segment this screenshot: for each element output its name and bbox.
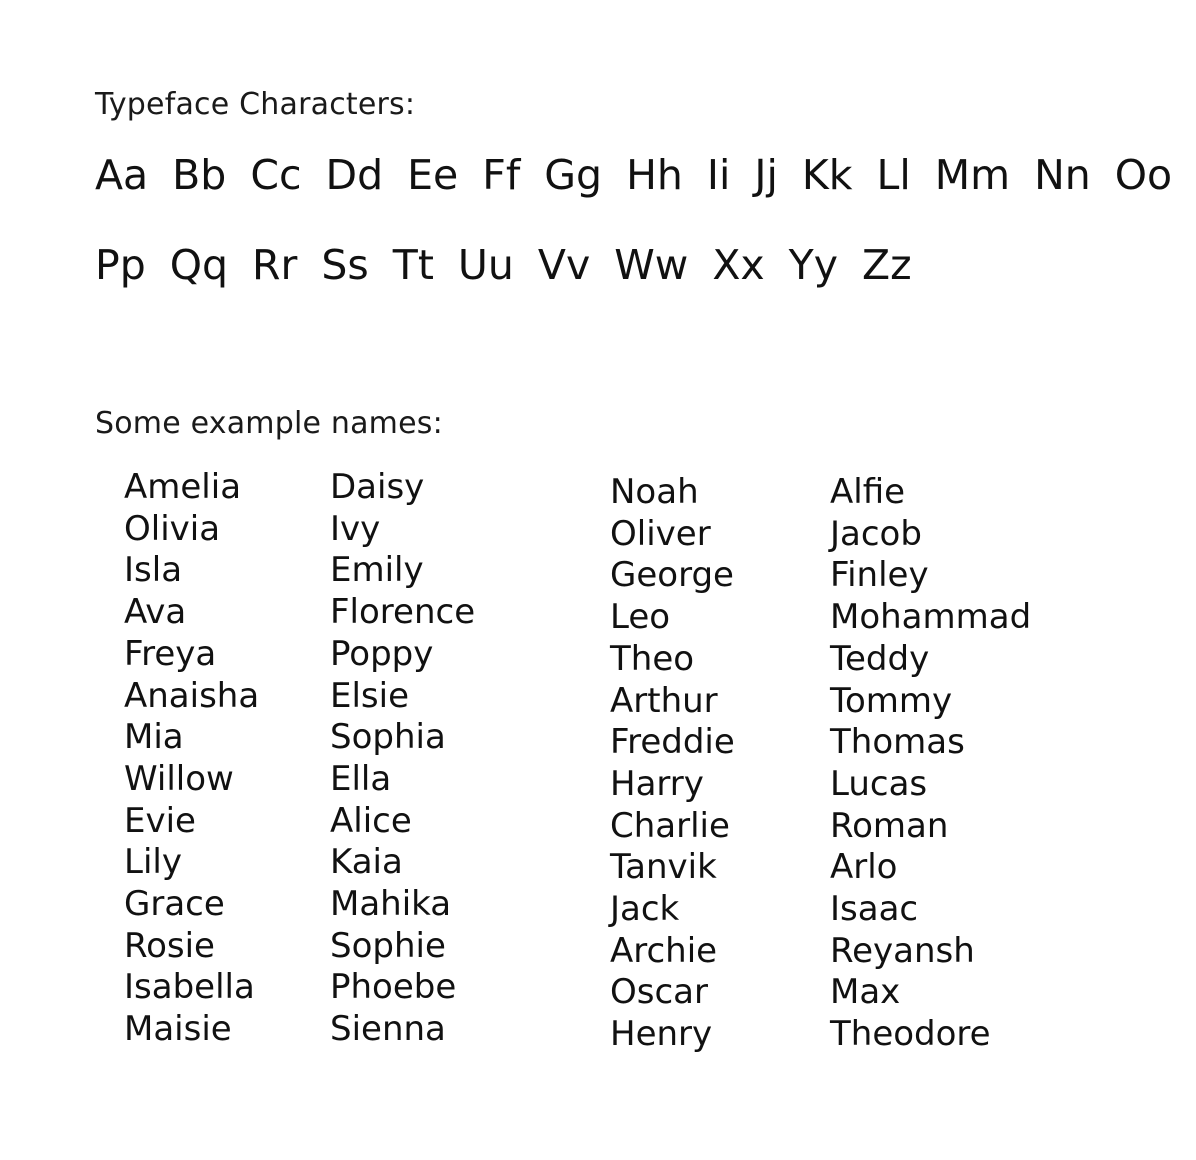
letter-pair: Ff	[482, 151, 521, 199]
name-item: Teddy	[830, 638, 930, 679]
name-item: Emily	[330, 550, 424, 591]
name-item: George	[610, 555, 734, 596]
letter-pair: Ee	[407, 151, 459, 199]
name-item: Tommy	[830, 680, 953, 721]
name-item: Oscar	[610, 972, 708, 1013]
name-item: Alice	[330, 800, 412, 841]
typeface-heading: Typeface Characters:	[95, 87, 416, 122]
letter-pair: Cc	[250, 151, 302, 199]
alphabet-row-2	[95, 240, 936, 290]
letter-pair: Oo	[1114, 151, 1173, 199]
alphabet-row-1	[95, 150, 1196, 200]
letter-pair: Pp	[95, 241, 146, 289]
name-item: Roman	[830, 805, 949, 846]
letter-pair: Ss	[321, 241, 369, 289]
name-item: Finley	[830, 555, 929, 596]
name-item: Poppy	[330, 633, 434, 674]
letter-pair: Dd	[325, 151, 384, 199]
name-item: Arlo	[830, 847, 898, 888]
name-item: Mia	[124, 717, 184, 758]
name-item: Mahika	[330, 884, 452, 925]
letter-pair: Zz	[861, 241, 912, 289]
name-item: Oliver	[610, 513, 711, 554]
names-column-4	[830, 472, 1031, 1056]
name-item: Kaia	[330, 842, 403, 883]
name-item: Tanvik	[610, 847, 717, 888]
name-item: Sophie	[330, 925, 446, 966]
name-item: Charlie	[610, 805, 730, 846]
name-item: Isla	[124, 550, 183, 591]
name-item: Freya	[124, 633, 217, 674]
name-item: Grace	[124, 884, 225, 925]
names-column-3	[610, 472, 735, 1056]
letter-pair: Xx	[712, 241, 765, 289]
name-item: Jack	[610, 889, 680, 930]
name-item: Anaisha	[124, 675, 260, 716]
name-item: Reyansh	[830, 930, 975, 971]
name-item: Archie	[610, 930, 718, 971]
name-item: Willow	[124, 758, 234, 799]
letter-pair: Tt	[392, 241, 434, 289]
name-item: Harry	[610, 763, 704, 804]
name-item: Sophia	[330, 717, 446, 758]
name-item: Ivy	[330, 508, 381, 549]
name-item: Isabella	[124, 967, 255, 1008]
name-item: Max	[830, 972, 901, 1013]
name-item: Evie	[124, 800, 196, 841]
name-item: Thomas	[830, 722, 965, 763]
letter-pair: Rr	[252, 241, 298, 289]
name-item: Freddie	[610, 722, 735, 763]
names-heading: Some example names:	[95, 406, 443, 441]
letter-pair: Qq	[169, 241, 229, 289]
letter-pair: Ll	[876, 151, 911, 199]
letter-pair: Mm	[934, 151, 1011, 199]
name-item: Isaac	[830, 889, 919, 930]
name-item: Leo	[610, 597, 671, 638]
name-item: Theo	[610, 638, 695, 679]
names-column-1	[124, 467, 259, 1051]
name-item: Noah	[610, 472, 699, 512]
letter-pair: Nn	[1034, 151, 1091, 199]
name-item: Florence	[330, 592, 476, 633]
name-item: Elsie	[330, 675, 410, 716]
letter-pair: Jj	[754, 151, 778, 199]
letter-pair: Ww	[614, 241, 689, 289]
letter-pair: Kk	[801, 151, 853, 199]
letter-pair: Hh	[626, 151, 683, 199]
letter-pair: Yy	[788, 241, 838, 289]
name-item: Jacob	[830, 513, 922, 554]
name-item: Rosie	[124, 925, 215, 966]
letter-pair: Uu	[457, 241, 514, 289]
name-item: Henry	[610, 1014, 713, 1055]
letter-pair: Bb	[172, 151, 227, 199]
letter-pair: Gg	[544, 151, 603, 199]
name-item: Lucas	[830, 763, 928, 804]
name-item: Olivia	[124, 508, 221, 549]
letter-pair: Aa	[95, 151, 149, 199]
name-item: Sienna	[330, 1009, 446, 1050]
names-column-2	[330, 467, 475, 1051]
name-item: Ava	[124, 592, 187, 633]
name-item: Amelia	[124, 467, 242, 507]
name-item: Mohammad	[830, 597, 1032, 638]
name-item: Phoebe	[330, 967, 457, 1008]
name-item: Arthur	[610, 680, 718, 721]
letter-pair: Ii	[706, 151, 731, 199]
name-item: Theodore	[830, 1014, 991, 1055]
name-item: Ella	[330, 758, 392, 799]
name-item: Daisy	[330, 467, 425, 507]
name-item: Alfie	[830, 472, 906, 512]
name-item: Maisie	[124, 1009, 232, 1050]
name-item: Lily	[124, 842, 182, 883]
letter-pair: Vv	[537, 241, 591, 289]
